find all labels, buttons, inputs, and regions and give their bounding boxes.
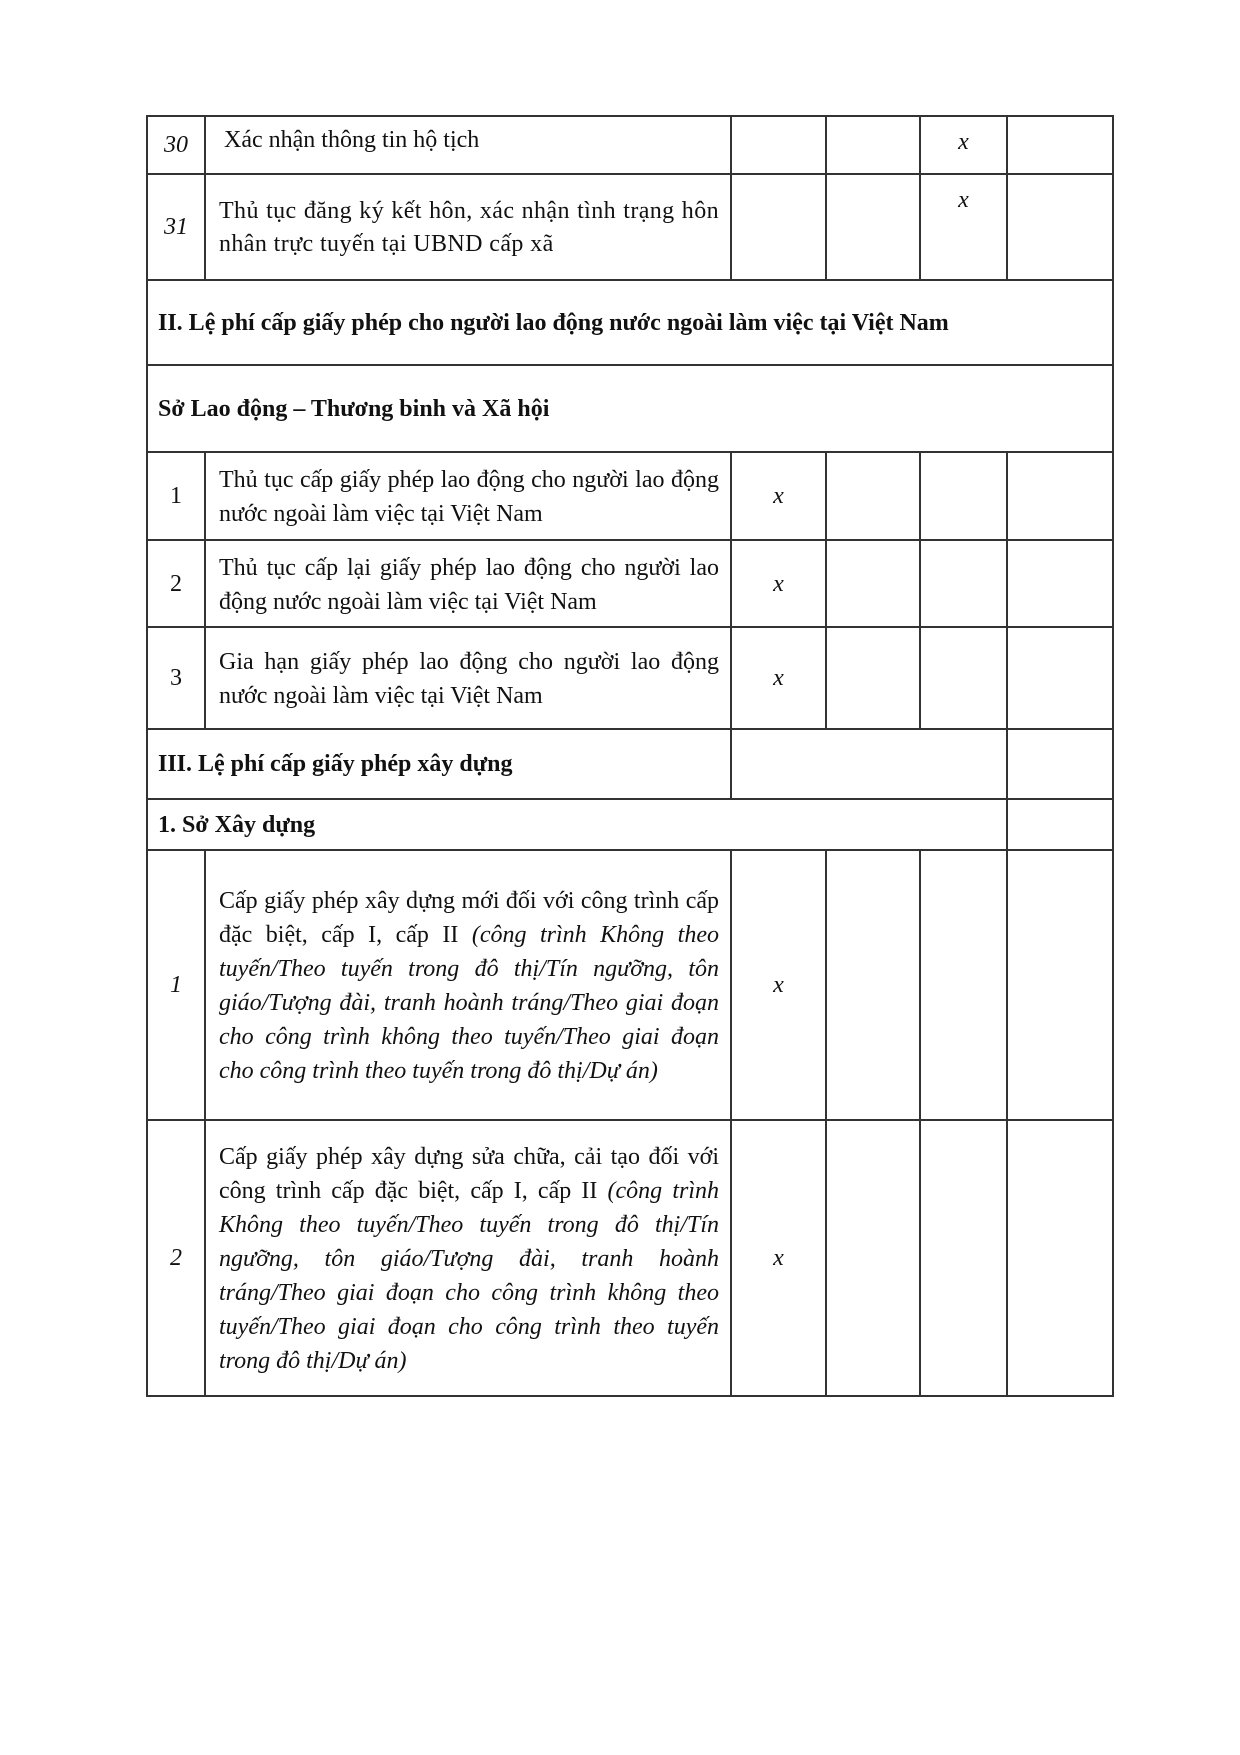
- empty-cell: [1007, 850, 1113, 1120]
- row-number: 1: [147, 850, 205, 1120]
- description-italic: (công trình Không theo tuyến/Theo tuyến trong đô thị/Tín ngưỡng, tôn giáo/Tượng đài, tranh hoành tráng/Theo giai đoạn cho công trình không theo tuyến/Theo giai đoạn cho công trình theo tuyến trong đô thị/Dự án): [219, 1178, 720, 1374]
- agency-title: Sở Lao động – Thương binh và Xã hội: [147, 365, 1113, 452]
- row-mark: x: [731, 452, 826, 540]
- row-description: [205, 1120, 731, 1396]
- row-number: 1: [147, 452, 205, 540]
- empty-cell: [920, 540, 1007, 627]
- row-description: Thủ tục cấp lại giấy phép lao động cho người lao động nước ngoài làm việc tại Việt Nam: [205, 540, 731, 627]
- agency-row: [147, 365, 1113, 452]
- row-description: Gia hạn giấy phép lao động cho người lao động nước ngoài làm việc tại Việt Nam: [205, 627, 731, 729]
- table-row: [147, 1120, 1113, 1396]
- empty-cell: [826, 850, 920, 1120]
- row-mark: x: [920, 174, 1007, 280]
- empty-cell: [920, 1120, 1007, 1396]
- empty-cell: [1007, 116, 1113, 174]
- row-description: Thủ tục đăng ký kết hôn, xác nhận tình trạng hôn nhân trực tuyến tại UBND cấp xã: [205, 174, 731, 280]
- row-number: 2: [147, 1120, 205, 1396]
- row-mark: x: [731, 1120, 826, 1396]
- section-header-row: [147, 729, 1113, 799]
- table-row: [147, 627, 1113, 729]
- empty-cell: [826, 174, 920, 280]
- table-row: [147, 540, 1113, 627]
- section-title: III. Lệ phí cấp giấy phép xây dựng: [147, 729, 731, 799]
- description-plain: Cấp giấy phép xây dựng mới đối với công trình cấp đặc biệt, cấp I, cấp II: [219, 888, 719, 948]
- empty-cell: [1007, 174, 1113, 280]
- agency-title: 1. Sở Xây dựng: [147, 799, 1007, 850]
- row-description: [205, 850, 731, 1120]
- empty-cell: [920, 452, 1007, 540]
- empty-cell: [826, 116, 920, 174]
- empty-cell: [731, 174, 826, 280]
- empty-cell: [1007, 540, 1113, 627]
- empty-cell: [1007, 799, 1113, 850]
- table-row: [147, 850, 1113, 1120]
- empty-cell: [826, 627, 920, 729]
- empty-cell: [1007, 1120, 1113, 1396]
- empty-cell: [731, 729, 1007, 799]
- table-row: [147, 452, 1113, 540]
- empty-cell: [1007, 452, 1113, 540]
- empty-cell: [920, 850, 1007, 1120]
- row-mark: x: [731, 540, 826, 627]
- row-number: 30: [147, 116, 205, 174]
- empty-cell: [826, 452, 920, 540]
- section-title: II. Lệ phí cấp giấy phép cho người lao động nước ngoài làm việc tại Việt Nam: [147, 280, 1113, 365]
- empty-cell: [1007, 729, 1113, 799]
- row-number: 3: [147, 627, 205, 729]
- fee-table: [146, 115, 1114, 1397]
- description-plain: Cấp giấy phép xây dựng sửa chữa, cải tạo đối với công trình cấp đặc biệt, cấp I, cấp II: [219, 1144, 719, 1204]
- section-header-row: [147, 280, 1113, 365]
- row-number: 2: [147, 540, 205, 627]
- row-description: Xác nhận thông tin hộ tịch: [205, 116, 731, 174]
- row-number: 31: [147, 174, 205, 280]
- empty-cell: [1007, 627, 1113, 729]
- empty-cell: [920, 627, 1007, 729]
- agency-row: [147, 799, 1113, 850]
- row-mark: x: [731, 850, 826, 1120]
- empty-cell: [826, 1120, 920, 1396]
- empty-cell: [731, 116, 826, 174]
- table-row: [147, 174, 1113, 280]
- row-mark: x: [731, 627, 826, 729]
- empty-cell: [826, 540, 920, 627]
- row-description: Thủ tục cấp giấy phép lao động cho người lao động nước ngoài làm việc tại Việt Nam: [205, 452, 731, 540]
- row-mark: x: [920, 116, 1007, 174]
- table-row: [147, 116, 1113, 174]
- description-italic: (công trình Không theo tuyến/Theo tuyến trong đô thị/Tín ngưỡng, tôn giáo/Tượng đài, tranh hoành tráng/Theo giai đoạn cho công trình không theo tuyến/Theo giai đoạn cho công trình theo tuyến trong đô thị/Dự án): [219, 922, 719, 1084]
